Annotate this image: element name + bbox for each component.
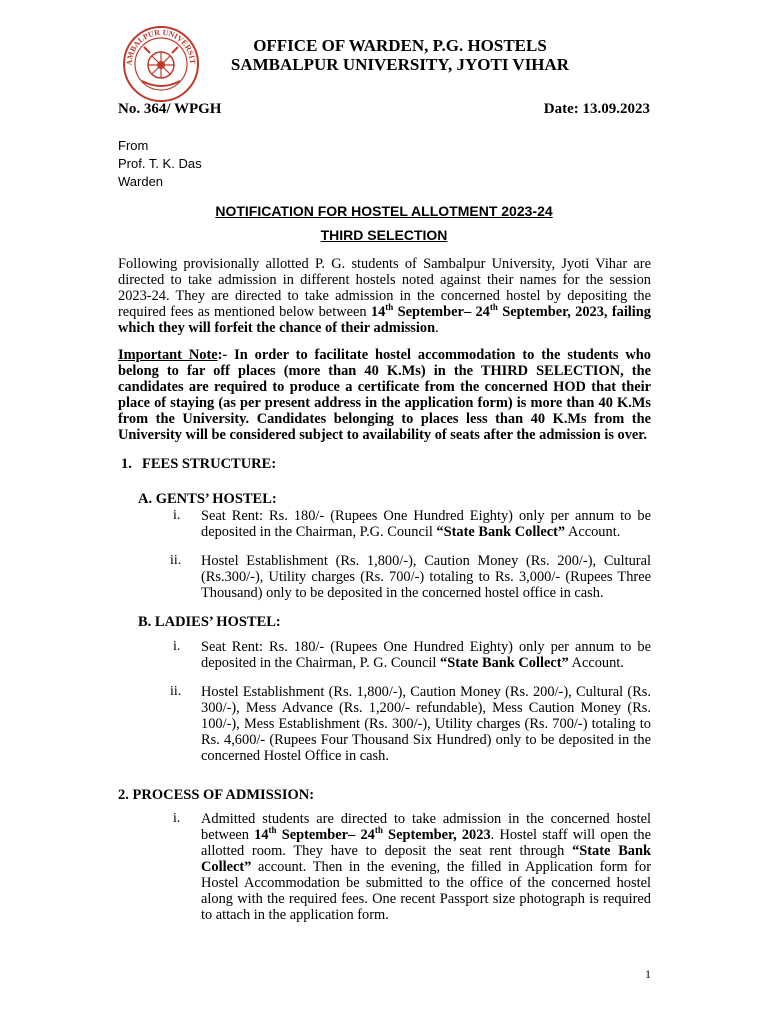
notification-title: NOTIFICATION FOR HOSTEL ALLOTMENT 2023-24 [215, 203, 553, 219]
process-item-number: i. [173, 811, 181, 826]
important-note: Important Note:- In order to facilitate hostel accommodation to the students who belong to far off places (more than 40 K.Ms) in the THIRD SELECTION, the candidates are required to produce a certificate from the concerned HOD that their place of staying (as per present address in the application form) is more than 40 K.Ms from the University. Candidates belonging to places less than 40 K.Ms from the University will be considered subject to availability of seats after the admission is over. [118, 347, 651, 443]
university-heading: SAMBALPUR UNIVERSITY, JYOTI VIHAR [230, 55, 570, 74]
fees-section-heading: FEES STRUCTURE: [142, 456, 277, 472]
important-note-label: Important Note [118, 347, 218, 363]
gents-item-2-number: ii. [170, 553, 182, 568]
page-number: 1 [645, 967, 651, 981]
document-date: Date: 13.09.2023 [543, 101, 650, 117]
office-heading: OFFICE OF WARDEN, P.G. HOSTELS [253, 36, 547, 55]
gents-item-2: Hostel Establishment (Rs. 1,800/-), Caution Money (Rs. 200/-), Cultural (Rs.300/-), Utility charges (Rs. 700/-) totaling to Rs. 3,000/- (Rupees Three Thousand) only to be deposited in the concerned hostel office in cash. [201, 553, 651, 601]
fees-section-number: 1. [121, 456, 132, 472]
ladies-item-2: Hostel Establishment (Rs. 1,800/-), Caution Money (Rs. 200/-), Cultural (Rs. 300/-), Mess Advance (Rs. 1,200/- refundable), Mess Caution Money (Rs. 100/-), Mess Establishment (Rs. 300/-), Utility charges (Rs. 700/-) totaling to Rs. 4,600/- (Rupees Four Thousand Six Hundred) only to be deposited in the concerned Hostel Office in cash. [201, 684, 651, 764]
ladies-hostel-heading: B. LADIES’ HOSTEL: [138, 614, 281, 630]
sender-designation: Warden [118, 174, 164, 189]
seal-text: AMBALPUR UNIVERSIT [124, 27, 198, 66]
svg-text:SAMBALPUR UNIVERSITY [122, 25, 197, 66]
process-section-heading: 2. PROCESS OF ADMISSION: [118, 787, 315, 803]
reference-number: No. 364/ WPGH [118, 101, 222, 117]
intro-paragraph: Following provisionally allotted P. G. students of Sambalpur University, Jyoti Vihar are directed to take admission in different hostels noted against their names for the session 2023-24. They are directed to take admission in the concerned hostel by depositing the required fees as mentioned below between 14th September– 24th September, 2023, failing which they will forfeit the chance of their admission. [118, 256, 652, 336]
ladies-item-2-number: ii. [170, 684, 182, 699]
gents-item-1-number: i. [173, 508, 181, 523]
gents-item-1: Seat Rent: Rs. 180/- (Rupees One Hundred Eighty) only per annum to be deposited in the Chairman, P.G. Council “State Bank Collect” Account. [201, 508, 651, 540]
ladies-item-1-number: i. [173, 639, 181, 654]
from-label: From [118, 138, 149, 153]
notification-subtitle: THIRD SELECTION [320, 227, 448, 243]
sender-name: Prof. T. K. Das [118, 156, 202, 171]
process-item: Admitted students are directed to take admission in the concerned hostel between 14th September– 24th September, 2023. Hostel staff will open the allotted room. They have to deposit the seat rent through “State Bank Collect” account. Then in the evening, the filled in Application form for Hostel Accommodation be submitted to the office of the concerned hostel along with the required fees. One recent Passport size photograph is required to attach in the application form. [201, 811, 652, 923]
sender-block [118, 137, 202, 191]
ladies-item-1: Seat Rent: Rs. 180/- (Rupees One Hundred Eighty) only per annum to be deposited in the Chairman, P. G. Council “State Bank Collect” Account. [201, 639, 651, 671]
gents-hostel-heading: A. GENTS’ HOSTEL: [138, 491, 277, 507]
university-seal-logo [122, 25, 200, 103]
